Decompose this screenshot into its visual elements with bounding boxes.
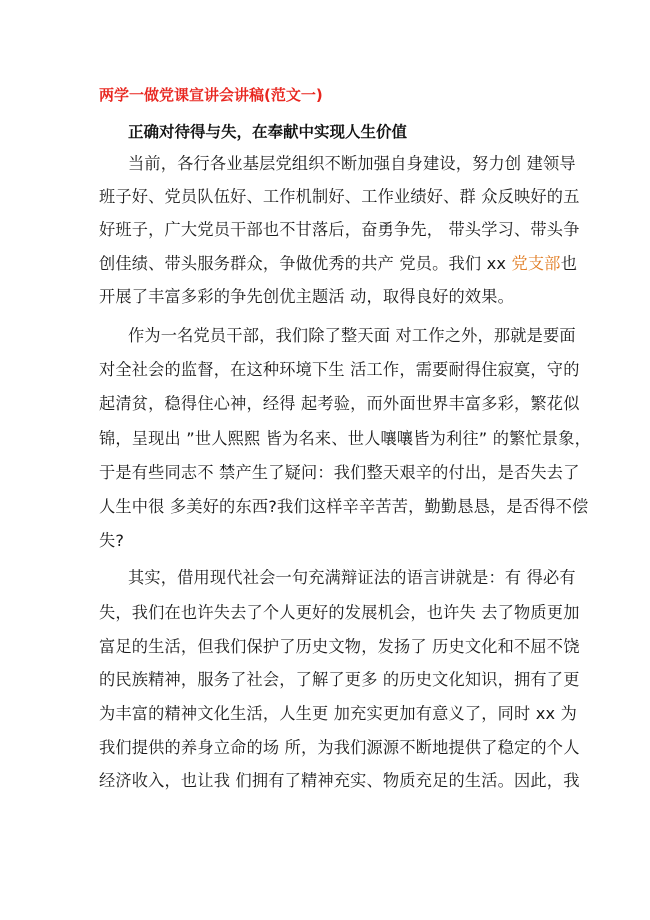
paragraph-2-line-2: 对全社会的监督，在这种环境下生 活工作，需要耐得住寂寞，守的: [99, 360, 580, 379]
paragraph-2-line-5: 于是有些同志不 禁产生了疑问：我们整天艰辛的付出，是否失去了: [99, 463, 580, 482]
paragraph-3-line-3: 富足的生活，但我们保护了历史文物，发扬了 历史文化和不屈不饶: [99, 637, 580, 656]
paragraph-1-line-5: 开展了丰富多彩的争先创优主题活 动，取得良好的效果。: [99, 287, 515, 306]
paragraph-3-line-5: 为丰富的精神文化生活，人生更 加充实更加有意义了，同时 xx 为: [99, 704, 578, 723]
paragraph-1-line-4-tail: 也: [560, 254, 578, 273]
paragraph-2-line-1: 作为一名党员干部，我们除了整天面 对工作之外，那就是要面: [128, 326, 576, 345]
document-title: 两学一做党课宣讲会讲稿(范文一): [99, 86, 323, 104]
paragraph-1-line-3: 好班子，广大党员干部也不甘落后，奋勇争先， 带头学习、带头争: [99, 220, 580, 239]
paragraph-3-line-7: 经济收入，也让我 们拥有了精神充实、物质充足的生活。因此，我: [99, 771, 580, 790]
paragraph-2-line-4: 锦，呈现出 ”世人熙熙 皆为名来、世人嚷嚷皆为利往” 的繁忙景象，: [99, 429, 592, 448]
party-branch-highlight: 党支部: [511, 254, 561, 273]
paragraph-1-line-1: 当前，各行各业基层党组织不断加强自身建设，努力创 建领导: [128, 154, 576, 173]
paragraph-1-line-2: 班子好、党员队伍好、工作机制好、工作业绩好、群 众反映好的五: [99, 187, 580, 206]
paragraph-1-line-4-text: 创佳绩、带头服务群众，争做优秀的共产 党员。我们 xx: [99, 254, 512, 273]
paragraph-2-line-7: 失?: [99, 531, 125, 550]
paragraph-1-line-4: [99, 253, 577, 275]
paragraph-3-line-1: 其实，借用现代社会一句充满辩证法的语言讲就是：有 得必有: [128, 568, 576, 587]
paragraph-3-line-2: 失，我们在也许失去了个人更好的发展机会，也许失 去了物质更加: [99, 603, 580, 622]
paragraph-2-line-3: 起清贫，稳得住心神，经得 起考验，而外面世界丰富多彩，繁花似: [99, 394, 580, 413]
paragraph-3-line-4: 的民族精神，服务了社会，了解了更多 的历史文化知识，拥有了更: [99, 670, 580, 689]
paragraph-3-line-6: 我们提供的养身立命的场 所，为我们源源不断地提供了稳定的个人: [99, 738, 580, 757]
document-subtitle: 正确对待得与失，在奉献中实现人生价值: [128, 123, 408, 141]
paragraph-2-line-6: 人生中很 多美好的东西?我们这样辛辛苦苦，勤勤恳恳，是否得不偿: [99, 497, 589, 516]
